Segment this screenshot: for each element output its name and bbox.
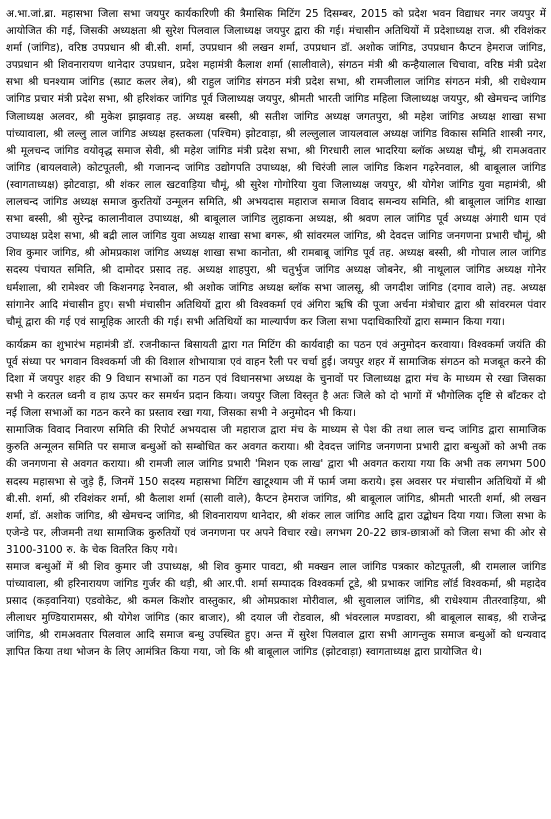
paragraph-program-proceedings: कार्यक्रम का शुभारंभ महामंत्री डॉ. रजनीकान्त बिसायती द्वारा गत मिटिंग की कार्यवाही का पठन एवं अनुमोदन करवाया। विश्वकर्मा जयंति की पूर्व संध्या पर भगवान विश्वकर्मा जी की विशाल शोभायात्रा एवं वाहन रैली पर चर्चा हुई। जयपुर शहर में सामाजिक संगठन को मजबूत करने की दिशा में जयपुर शहर की 9 विधान सभाओं का गठन एवं विधानसभा अध्यक्ष के चुनावों पर जिलाध्यक्ष द्वारा मंच के माध्यम से रखा जिसका सभी ने करतल ध्वनी व हाथ ऊपर कर समर्थन प्रदान किया। जयपुर जिला विस्तृत है अतः जिले को दो भागों में भौगोलिक दृष्टि से बाँटकर दो नई जिला सभाओं का गठन करने का प्रस्ताव रखा गया, जिसका सभी ने अनुमोदन भी किया।: [6, 338, 546, 420]
paragraph-committee-reports: सामाजिक विवाद निवारण समिति की रिपोर्ट अभयदास जी महाराज द्वारा मंच के माध्यम से पेश की तथा लाल चन्द जांगिड द्वारा सामाजिक कुरुति अन्मूलन समिति पर समाज बन्धुओं को सम्बोधित कर अवगत कराया। श्री देवदत्त जांगिड जनगणना प्रभारी द्वारा बन्धुओं को अभी तक की जनगणना से अवगत कराया। श्री रामजी लाल जांगिड प्रभारी 'मिशन एक लाख' द्वारा भी अवगत कराया गया कि अभी तक लगभग 500 सदस्य महासभा से जुड़े हैं, जिनमें 150 सदस्य महासभा मिटिंग खाटूश्याम जी में फार्म जमा कराये। इस अवसर पर मंचासीन अतिथियों में श्री बी.सी. शर्मा, श्री रविशंकर शर्मा, श्री कैलाश शर्मा (साली वाले), कैप्टन हेमराज जांगिड, श्री बाबूलाल जांगिड, श्रीमती भारती शर्मा, श्री लखन शर्मा, डॉ. अशोक जांगिड, श्री खेमचन्द जांगिड, श्री शिवनारायण थानेदार, श्री शंकर लाल जांगिड आदि द्वारा उद्बोधन दिया गया। जिला सभा के एजेन्डे पर, लीजमनी तथा सामाजिक कुरुतियों एवं जनगणना पर अपने विचार रखे। लगभग 20-22 छात्र-छात्राओं को जिला सभा की ओर से 3100-3100 रु. के चेक वितरित किए गये।: [6, 424, 546, 556]
paragraph-meeting-attendees: अ.भा.जां.ब्रा. महासभा जिला सभा जयपुर कार्यकारिणी की त्रैमासिक मिटिंग 25 दिसम्बर, 2015 को प्रदेश भवन विद्याधर नगर जयपुर में आयोजित की गई, जिसकी अध्यक्षता श्री सुरेश पिलवाल जिलाध्यक्ष जयपुर द्वारा की गई। मंचासीन अतिथियों में प्रदेशाध्यक्ष राज. श्री रविशंकर शर्मा (जांगिड), वरिष्ठ उपप्रधान श्री बी.सी. शर्मा, उपप्रधान श्री लखन शर्मा, उपप्रधान डॉ. अशोक जांगिड, उपप्रधान कैप्टन हेमराज जांगिड, उपप्रधान श्री शिवनारायण थानेदार उपप्रधान, प्रदेश महामंत्री कैलाश शर्मा (सालीवाले), संगठन मंत्री श्री कन्हैयालाल चिचावा, वरिष्ठ मंत्री प्रदेश सभा श्री घनश्याम जांगिड (स्प्राट कलर लेब), श्री राहुल जांगिड संगठन मंत्री प्रदेश सभा, श्री रामजीलाल जांगिड संगठन मंत्री, श्री राधेश्याम जांगिड प्रचार मंत्री प्रदेश सभा, श्री हरिशंकर जांगिड पूर्व जिलाध्यक्ष जयपुर, श्रीमती भारती जांगिड महिला जिलाध्यक्ष जयपुर, श्री खेमचन्द जांगिड जिलाध्यक्ष अलवर, श्री मुकेश झाझवाड़ तह. अध्यक्ष बस्सी, श्री सतीश जांगिड अध्यक्ष जगतपुरा, श्री महेश जांगिड अध्यक्ष शाखा सभा पांच्यावाला, श्री लल्लु लाल जांगिड अध्यक्ष हस्तकला (पश्चिम) झोटवाड़ा, श्री लल्लुलाल जायलवाल अध्यक्ष जांगिड विकास समिति शास्त्री नगर, श्री मूलचन्द जांगिड वयोवृद्ध समाज सेवी, श्री महेश जांगिड मंत्री प्रदेश सभा, श्री गिरधारी लाल भादरिया ब्लॉक अध्यक्ष चौमूं, श्री रामअवतार जांगिड (बायलवाले) कोटपूतली, श्री गजानन्द जांगिड उद्योगपति उपाध्यक्ष, श्री चिरंजी लाल जांगिड किशन गढ़रेनवाल, श्री बाबूलाल जांगिड (स्वागताध्यक्ष) झोटवाड़ा, श्री शंकर लाल खटवाड़िया चौमूं, श्री सुरेश गोगोरिया युवा जिलाध्यक्ष जयपुर, श्री योगेश जांगिड युवा महामंत्री, श्री लालचन्द जांगिड अध्यक्ष समाज कुरतियों उन्मूलन समिति, श्री अभयदास महाराज समाज विवाद समन्वय समिति, श्री बाबूलाल जांगिड शाखा सभा बस्सी, श्री सुरेन्द्र कालानीवाल उपाध्यक्ष, श्री बाबूलाल जांगिड लुहाकना अध्यक्ष, श्री श्रवण लाल जांगिड पूर्व अध्यक्ष अंगारी धाम एवं उपाध्यक्ष प्रदेश सभा, श्री बद्री लाल जांगिड युवा अध्यक्ष शाखा सभा बगरू, श्री सांवरमल जांगिड, श्री देवदत्त जांगिड जनगणना प्रभारी चौमूं, श्री शिव कुमार जांगिड, श्री ओमप्रकाश जांगिड अध्यक्ष शाखा सभा कानोता, श्री रामबाबू जांगिड पूर्व तह. अध्यक्ष बस्सी, श्री गोपाल लाल जांगिड सदस्य पंचायत समिति, श्री दामोदर प्रसाद तह. अध्यक्ष शाहपुरा, श्री चतुर्भुज जांगिड अध्यक्ष जोबनेर, श्री नाथूलाल जांगिड अध्यक्ष गोनेर धर्मशाला, श्री रामेश्वर जी किशनगढ़ रेनवाल, श्री अशोक जांगिड अध्यक्ष ब्लॉक सभा जालसू, श्री जगदीश जांगिड (दगाव वाले) तह. अध्यक्ष सांगानेर आदि मंचासीन हुए। सभी मंचासीन अतिथियों द्वारा श्री विश्वकर्मा एवं अंगिरा ऋषि की पूजा अर्चना मंत्रोचार द्वारा श्री सांवरमल पंवार चौमूं द्वारा की गई एवं सामूहिक आरती की गई। सभी अतिथियों का माल्यार्पण कर जिला सभा पदाधिकारियों द्वारा सम्मान किया गया।: [6, 8, 546, 328]
paragraph-community-members: समाज बन्धुओं में श्री शिव कुमार जी उपाध्यक्ष, श्री शिव कुमार पावटा, श्री मक्खन लाल जांगिड पत्रकार कोटपूतली, श्री रामलाल जांगिड पांच्यावाला, श्री हरिनारायण जांगिड गुर्जर की थड़ी, श्री आर.पी. शर्मा सम्पादक विश्वकर्मा टूडे, श्री प्रभाकर जांगिड लॉर्ड विश्वकर्मा, श्री महादेव प्रसाद (कड़वानिया) एडवोकेट, श्री कमल किशोर वास्तुकार, श्री ओमप्रकाश मोरीवाल, श्री सुवालाल जांगिड, श्री राधेश्याम तीतरवाड़िया, श्री लीलाधर मुण्डियारामसर, श्री योगेश जांगिड (कार बाजार), श्री दयाल जी रोडवाल, श्री भंवरलाल मण्डावरा, श्री बाबूलाल साबड़, श्री राजेन्द्र जांगिड, श्री रामअवतार पिलवाल आदि समाज बन्धु उपस्थित हुए। अन्त में सुरेश पिलवाल द्वारा सभी आगन्तुक समाज बन्धुओं को धन्यवाद ज्ञापित किया तथा भोजन के लिए आमंत्रित किया गया, जो कि श्री बाबूलाल जांगिड (झोटवाड़ा) स्वागताध्यक्ष द्वारा प्रायोजित थे।: [6, 561, 546, 659]
